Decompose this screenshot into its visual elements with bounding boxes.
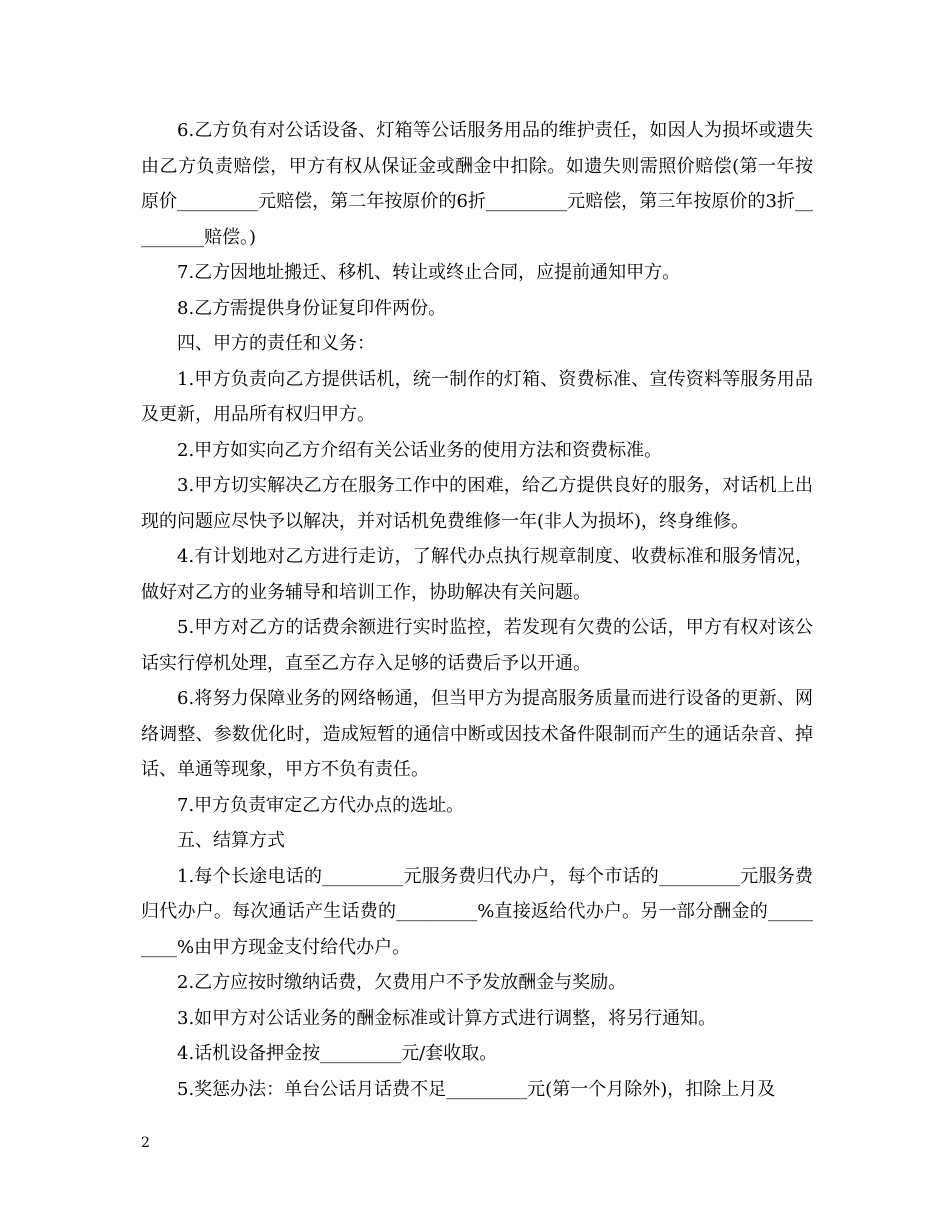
paragraph: 6.将努力保障业务的网络畅通，但当甲方为提高服务质量而进行设备的更新、网络调整、参数优化时，造成短暂的通信中断或因技术备件限制而产生的通话杂音、掉话、单通等现象，甲方不负有责任。 [141, 688, 813, 780]
paragraph: 1.每个长途电话的_________元服务费归代办户，每个市话的_________元服务费归代办户。每次通话产生话费的_________%直接返给代办户。另一部分酬金的_________%由甲方现金支付给代办户。 [141, 865, 813, 958]
document-body [141, 113, 813, 1107]
paragraph: 6.乙方负有对公话设备、灯箱等公话服务用品的维护责任，如因人为损坏或遗失由乙方负责赔偿，甲方有权从保证金或酬金中扣除。如遗失则需照价赔偿(第一年按原价_________元赔偿，第二年按原价的6折_________元赔偿，第三年按原价的3折_________赔偿。) [141, 120, 813, 248]
section-heading: 四、甲方的责任和义务： [177, 333, 375, 354]
paragraph: 2.甲方如实向乙方介绍有关公话业务的使用方法和资费标准。 [177, 439, 663, 461]
paragraph: 4.话机设备押金按_________元/套收取。 [177, 1043, 498, 1064]
paragraph: 7.甲方负责审定乙方代办点的选址。 [177, 794, 465, 816]
paragraph: 5.甲方对乙方的话费余额进行实时监控，若发现有欠费的公话，甲方有权对该公话实行停机处理，直至乙方存入足够的话费后予以开通。 [141, 617, 813, 674]
paragraph: 5.奖惩办法：单台公话月话费不足_________元(第一个月除外)，扣除上月及 [177, 1078, 776, 1100]
paragraph: 3.如甲方对公话业务的酬金标准或计算方式进行调整，将另行通知。 [177, 1007, 717, 1029]
paragraph: 1.甲方负责向乙方提供话机，统一制作的灯箱、资费标准、宣传资料等服务用品及更新，用品所有权归甲方。 [141, 368, 813, 425]
paragraph: 8.乙方需提供身份证复印件两份。 [177, 297, 447, 319]
page-number: 2 [141, 1135, 150, 1151]
paragraph: 7.乙方因地址搬迁、移机、转让或终止合同，应提前通知甲方。 [177, 262, 681, 283]
paragraph: 2.乙方应按时缴纳话费，欠费用户不予发放酬金与奖励。 [177, 972, 627, 993]
paragraph: 4.有计划地对乙方进行走访，了解代办点执行规章制度、收费标准和服务情况，做好对乙方的业务辅导和培训工作，协助解决有关问题。 [141, 546, 813, 603]
paragraph: 3.甲方切实解决乙方在服务工作中的困难，给乙方提供良好的服务，对话机上出现的问题应尽快予以解决，并对话机免费维修一年(非人为损坏)，终身维修。 [141, 475, 813, 532]
section-heading: 五、结算方式 [177, 830, 285, 851]
